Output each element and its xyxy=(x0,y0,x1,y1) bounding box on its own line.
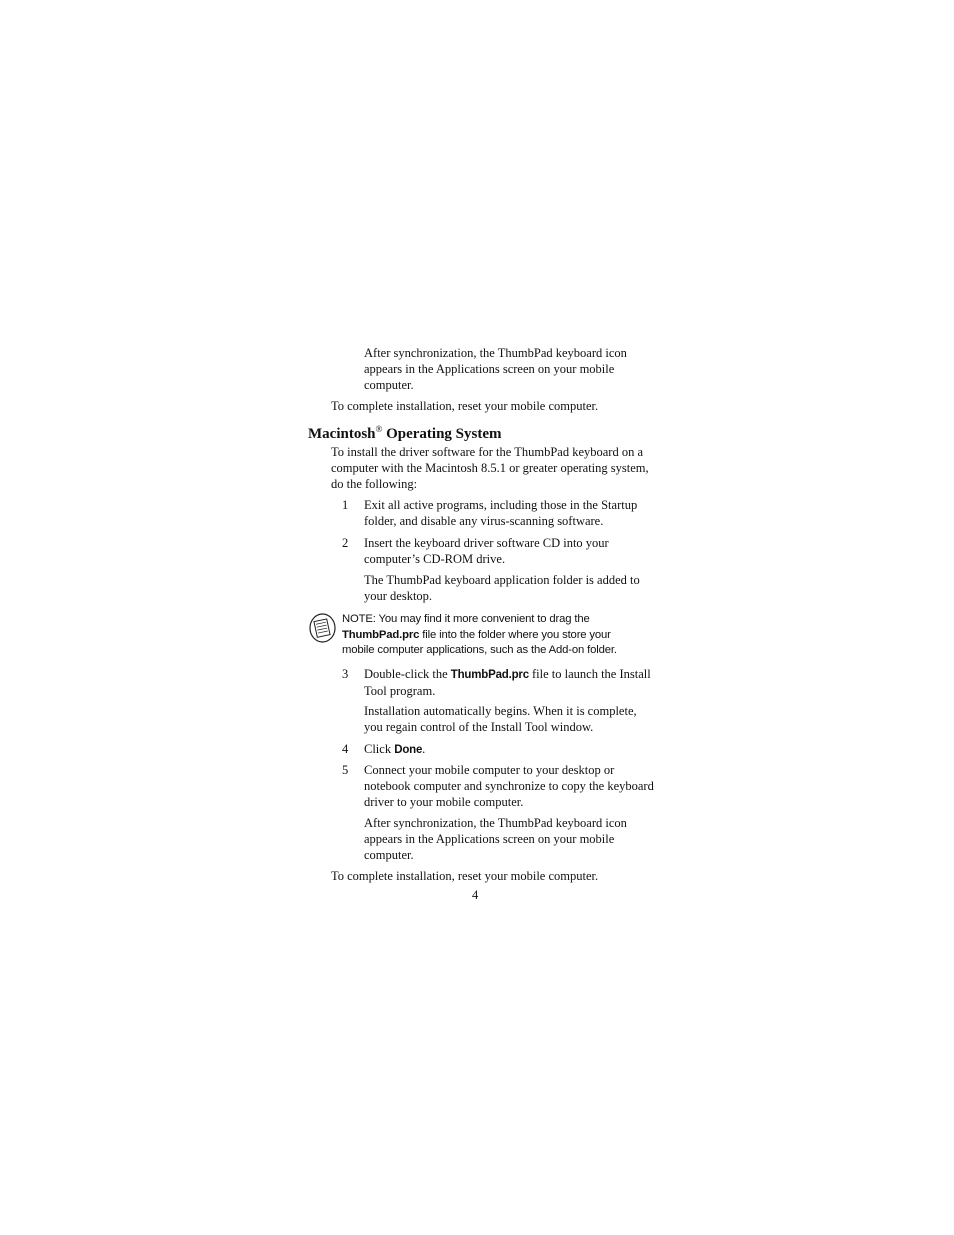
page-number: 4 xyxy=(472,888,479,902)
complete-text-bottom: To complete installation, reset your mobile computer. xyxy=(331,869,599,883)
step-1-text: Exit all active programs, including those in the Startup folder, and disable any virus-scanning software. xyxy=(364,498,638,528)
step-number: 4 xyxy=(342,742,349,756)
step-3-result: Installation automatically begins. When it is complete, you regain control of the Install Tool window. xyxy=(364,704,637,734)
step-number: 5 xyxy=(342,763,349,777)
step-number: 2 xyxy=(342,536,349,550)
step-3-filename: ThumbPad.prc xyxy=(450,669,529,681)
step-5-result: After synchronization, the ThumbPad keyboard icon appears in the Applications screen on your mobile computer. xyxy=(364,816,627,862)
step-2-result: The ThumbPad keyboard application folder is added to your desktop. xyxy=(364,573,640,603)
note-filename: ThumbPad.prc xyxy=(342,628,420,641)
section-heading: Macintosh® Operating System xyxy=(308,424,502,442)
step-5-text: Connect your mobile computer to your desktop or notebook computer and synchronize to copy the keyboard driver to your mobile computer. xyxy=(364,763,654,809)
note-pad-icon xyxy=(309,613,336,643)
step-number: 1 xyxy=(342,498,349,512)
step-4-text: Click Done. xyxy=(364,742,426,756)
after-sync-text-top: After synchronization, the ThumbPad keyboard icon appears in the Applications screen on your mobile computer. xyxy=(364,346,627,392)
note-text: NOTE: You may find it more convenient to drag the ThumbPad.prc file into the folder where you store your mobile computer applications, such as the Add-on folder. xyxy=(342,613,617,657)
intro-text: To install the driver software for the ThumbPad keyboard on a computer with the Macintosh 8.5.1 or greater operating system, do the following: xyxy=(331,445,649,491)
step-3-text: Double-click the ThumbPad.prc file to launch the Install Tool program. xyxy=(364,667,651,698)
complete-text-top: To complete installation, reset your mobile computer. xyxy=(331,399,599,413)
step-2-text: Insert the keyboard driver software CD into your computer’s CD-ROM drive. xyxy=(364,536,609,566)
done-label: Done xyxy=(394,744,423,756)
step-number: 3 xyxy=(342,667,349,681)
